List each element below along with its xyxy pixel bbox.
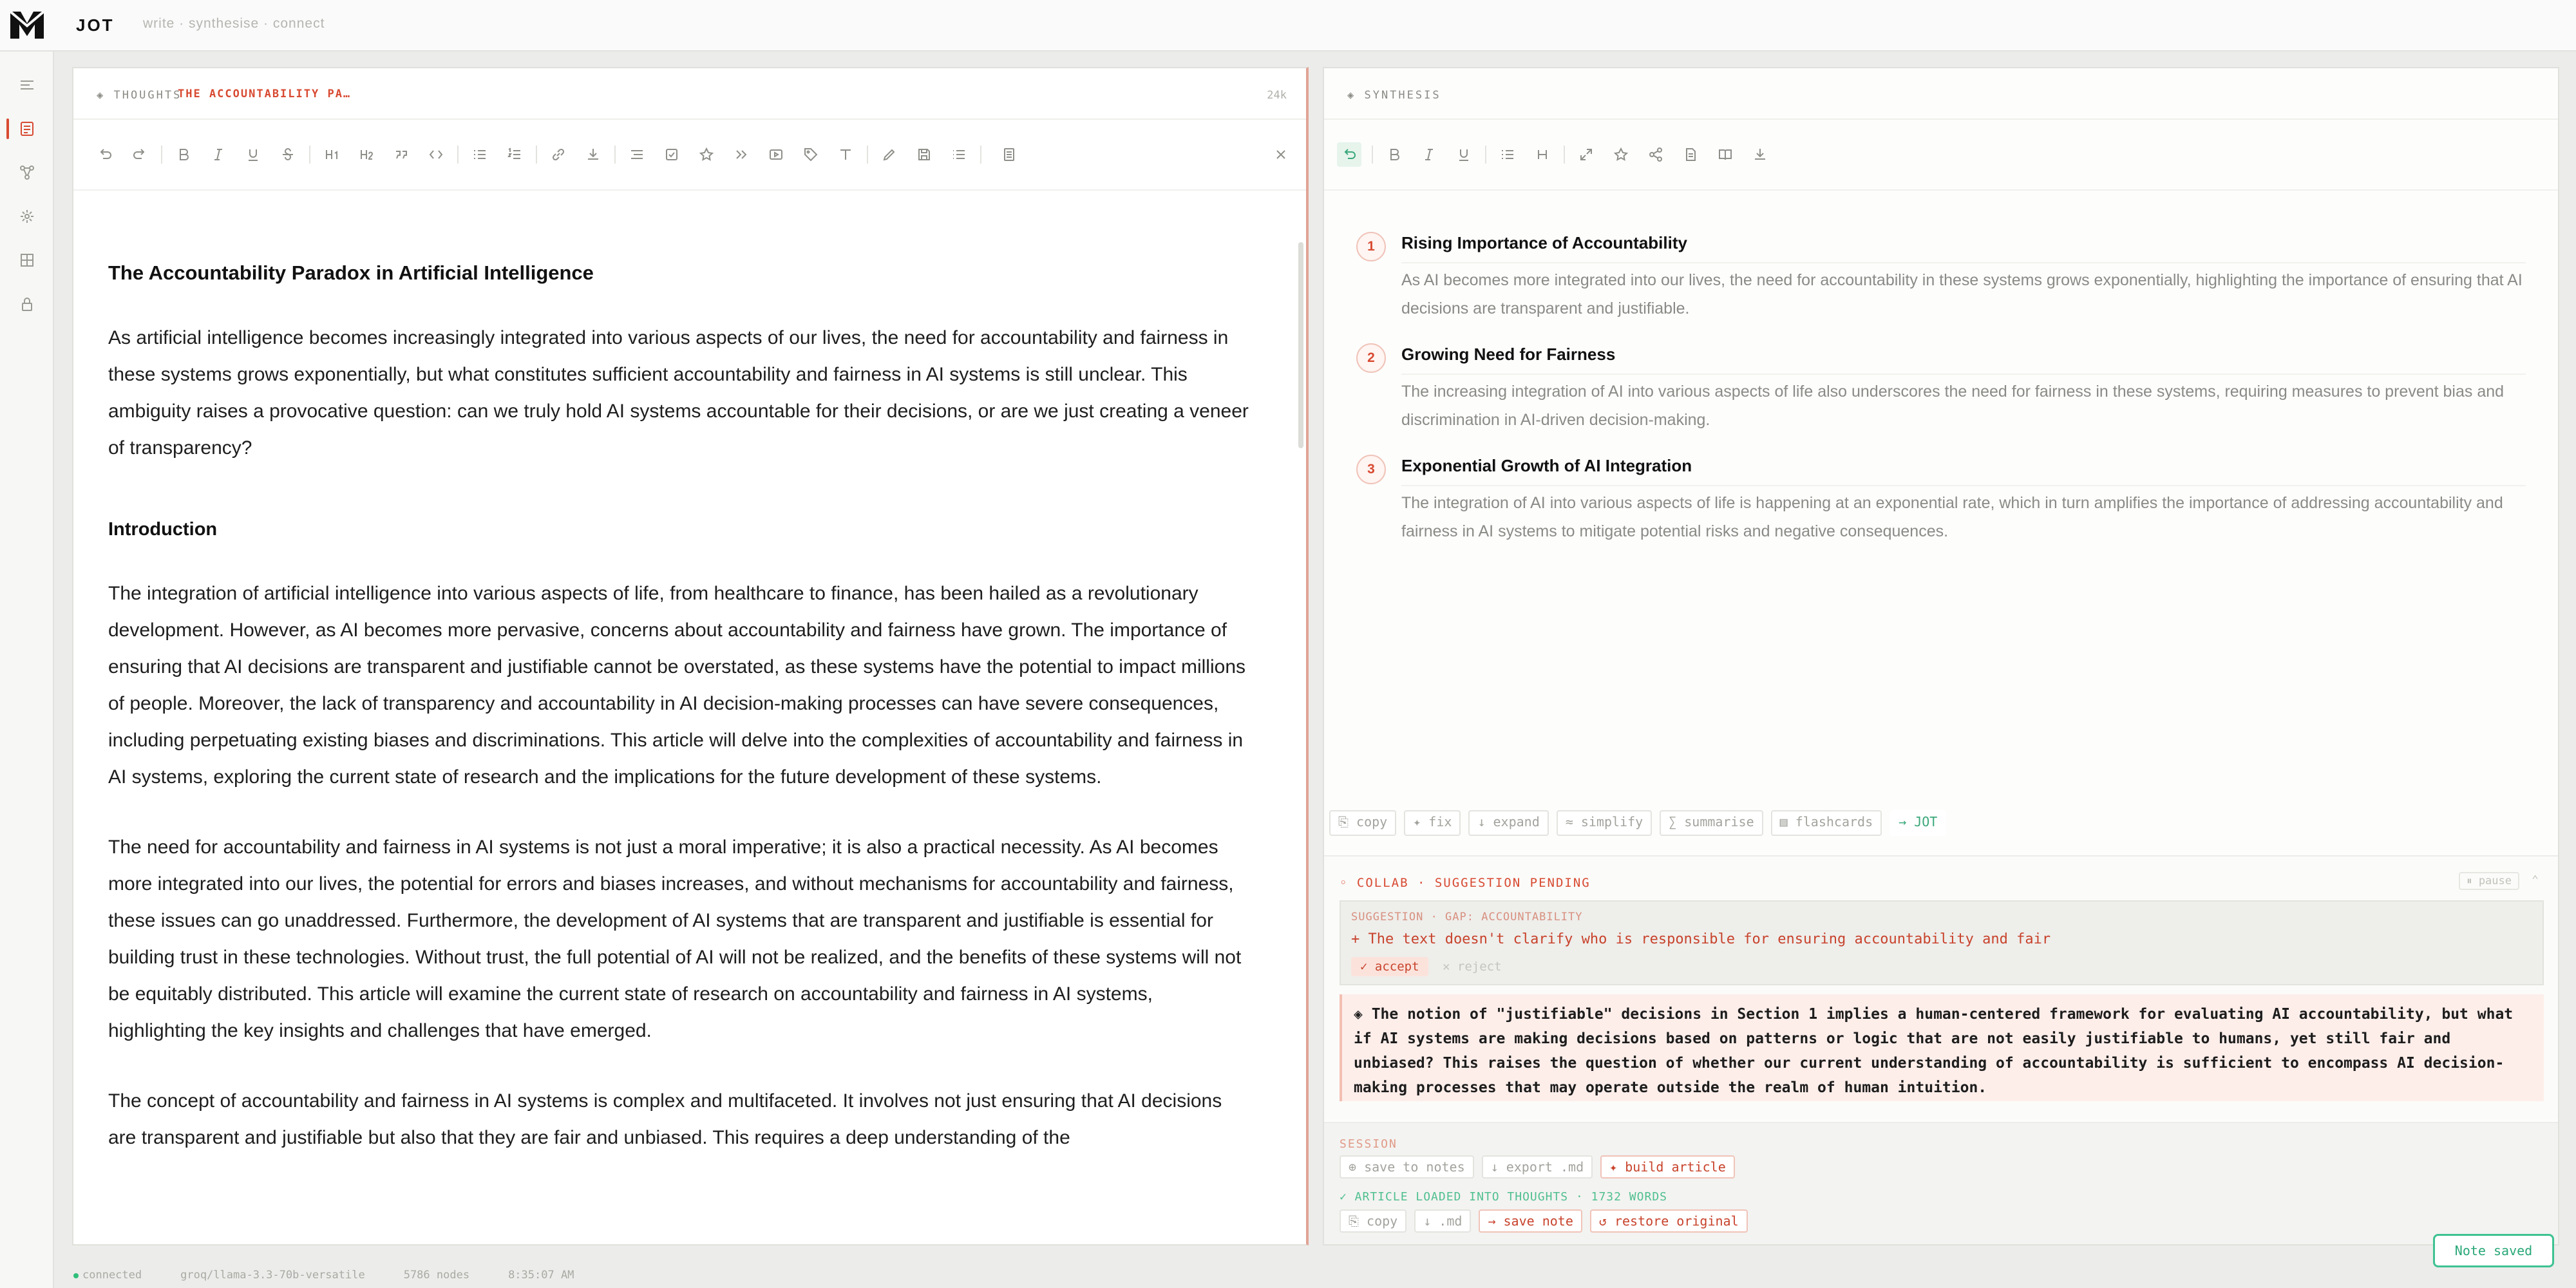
copy-button[interactable]: ⎘ copy — [1340, 1209, 1406, 1233]
editor-scrollbar[interactable] — [1298, 242, 1303, 448]
star-icon[interactable] — [1609, 142, 1633, 167]
article-editor[interactable] — [73, 192, 1297, 1229]
app-tagline: write · synthesise · connect — [143, 16, 325, 31]
article-loaded-status: ✓ ARTICLE LOADED INTO THOUGHTS · 1732 WORDS — [1340, 1190, 1667, 1204]
embed-icon[interactable] — [764, 142, 788, 167]
article-title: The Accountability Paradox in Artificial Intelligence — [108, 261, 594, 284]
download-icon[interactable] — [581, 142, 605, 167]
synthesis-actions — [1329, 810, 1946, 836]
align-icon[interactable] — [625, 142, 649, 167]
insight-card: ◈ The notion of "justifiable" decisions in Section 1 implies a human-centered framework for evaluating AI accountability, but what if AI systems are making decisions based on patterns or logic that are not easily justifiable to humans, yet still fair and unbiased? This raises the question of whether our current understanding of accountability is sufficient to encompass AI decision-making processes that may operate outside the realm of human intuition. — [1340, 994, 2544, 1101]
suggestion-text: + The text doesn't clarify who is responsible for ensuring accountability and fair — [1351, 931, 2051, 947]
item-number: 2 — [1356, 343, 1386, 373]
article-intro: As artificial intelligence becomes increasingly integrated into various aspects of our lives, the need for accountability and fairness in these systems grows exponentially, but what constitutes sufficient accountability and fairness in AI systems is still unclear. This ambiguity raises a provocative question: can we truly hold AI systems accountable for their decisions, or are we just creating a veneer of transparency? — [108, 327, 1249, 459]
menu-icon[interactable] — [0, 66, 54, 104]
synthesis-toolbar — [1324, 120, 2558, 191]
article-paragraph: The concept of accountability and fairness in AI systems is complex and multifaceted. It involves not just ensuring that AI decisions are transparent and justifiable but also that they are fair and unbiased. This requires a deep understanding of the — [108, 1090, 1222, 1148]
code-icon[interactable] — [424, 142, 448, 167]
expand-button[interactable]: ↓ expand — [1468, 810, 1548, 836]
build-article-button[interactable]: ✦ build article — [1600, 1155, 1735, 1179]
status-bar — [54, 1262, 2576, 1288]
suggestion-label: SUGGESTION · GAP: ACCOUNTABILITY — [1351, 911, 1583, 923]
collab-heading: ◦ COLLAB · SUGGESTION PENDING — [1340, 876, 1591, 890]
jot-logo-icon[interactable] — [9, 10, 45, 40]
toast-notification: Note saved — [2433, 1234, 2554, 1267]
expand-icon[interactable] — [1574, 142, 1598, 167]
page-icon[interactable] — [997, 142, 1021, 167]
save-note-button[interactable]: → save note — [1479, 1209, 1582, 1233]
article-paragraph: The integration of artificial intelligence into various aspects of life, from healthcare to finance, has been hailed as a revolutionary development. However, as AI becomes more pervasive, concerns about accountability and fairness have grown. The importance of ensuring that AI decisions are transparent and justifiable cannot be overstated, as these systems have the potential to impact millions of people. Moreover, the lack of transparency and accountability in AI decision-making processes can have severe consequences, including perpetuating existing biases and discriminations. This article will delve into the complexities of accountability and fairness in AI systems, exploring the current state of research and the implications for the future development of these systems. — [108, 583, 1246, 788]
text-icon[interactable] — [833, 142, 858, 167]
suggestion-card — [1340, 900, 2544, 985]
item-title: Exponential Growth of AI Integration — [1401, 456, 1692, 475]
fix-button[interactable]: ✦ fix — [1404, 810, 1461, 836]
summarise-button[interactable]: ∑ summarise — [1660, 810, 1763, 836]
download-icon[interactable] — [1748, 142, 1772, 167]
star-icon[interactable] — [694, 142, 719, 167]
article-paragraph: The need for accountability and fairness in AI systems is not just a moral imperative; it is also a practical necessity. As AI becomes more integrated into our lives, the potential for errors and biases increases, and without mechanisms for accountability and fairness, these issues can go unaddressed. Furthermore, the development of AI systems that are transparent and justifiable is essential for building trust in these technologies. Without trust, the full potential of AI will not be realized, and the benefits of these systems will not be equitably distributed. This article will examine the current state of research on accountability and fairness in AI systems, highlighting the key insights and challenges that have emerged. — [108, 837, 1242, 1041]
session-label: SESSION — [1340, 1137, 1397, 1151]
underline-icon[interactable] — [1452, 142, 1476, 167]
restore-original-button[interactable]: ↺ restore original — [1590, 1209, 1748, 1233]
bullet-list-icon[interactable] — [1495, 142, 1520, 167]
document-title[interactable]: THE ACCOUNTABILITY PA… — [178, 88, 352, 100]
numbered-list-icon[interactable] — [502, 142, 527, 167]
share-icon[interactable] — [1643, 142, 1668, 167]
reject-button[interactable]: ✕ reject — [1443, 960, 1502, 974]
tag-icon[interactable] — [799, 142, 823, 167]
strikethrough-icon[interactable] — [276, 142, 300, 167]
thoughts-label: ◈ THOUGHTS — [97, 89, 182, 102]
top-bar — [0, 0, 2576, 52]
bold-icon[interactable] — [1382, 142, 1406, 167]
item-title: Rising Importance of Accountability — [1401, 233, 1687, 252]
icon-rail — [0, 52, 54, 1288]
node-count: 5786 nodes — [403, 1269, 470, 1282]
status-dot-icon — [73, 1273, 79, 1278]
synthesis-label: ◈ SYNTHESIS — [1347, 89, 1441, 102]
checkbox-icon[interactable] — [659, 142, 684, 167]
link-icon[interactable] — [546, 142, 571, 167]
synthesis-content — [1324, 192, 2558, 868]
item-body: The increasing integration of AI into various aspects of life also underscores the need for fairness in these systems, requiring measures to prevent bias and discrimination in AI-driven decision-making. — [1401, 374, 2526, 434]
editor-fade — [73, 1203, 1297, 1229]
item-body: The integration of AI into various aspects of life is happening at an exponential rate, which in turn amplifies the importance of addressing accountability and fairness in AI systems to mitigate potential risks and negative consequences. — [1401, 485, 2526, 545]
session-actions-secondary — [1340, 1209, 1748, 1233]
close-icon[interactable] — [1269, 142, 1293, 167]
accept-button[interactable]: ✓ accept — [1351, 957, 1428, 976]
underline-icon[interactable] — [241, 142, 265, 167]
item-number: 3 — [1356, 455, 1386, 484]
app-name: JOT — [76, 15, 115, 35]
model-name: groq/llama-3.3-70b-versatile — [180, 1269, 365, 1282]
redo-icon[interactable] — [128, 142, 152, 167]
synthesis-header — [1324, 68, 2558, 120]
thoughts-header — [73, 68, 1306, 120]
notes-icon[interactable] — [0, 109, 54, 148]
synthesis-panel — [1323, 67, 2559, 1245]
collab-section — [1324, 855, 2558, 1119]
session-actions — [1340, 1155, 1735, 1179]
copy-button[interactable]: ⎘ copy — [1329, 810, 1396, 836]
document-icon[interactable] — [1678, 142, 1703, 167]
item-title: Growing Need for Fairness — [1401, 345, 1616, 364]
book-icon[interactable] — [1713, 142, 1738, 167]
download-md-button[interactable]: ↓ .md — [1414, 1209, 1471, 1233]
heading-icon[interactable] — [1530, 142, 1555, 167]
list-icon[interactable] — [947, 142, 971, 167]
pause-button[interactable]: ⏸ pause — [2459, 872, 2519, 890]
thoughts-panel — [72, 67, 1309, 1245]
item-number: 1 — [1356, 232, 1386, 261]
editor-toolbar — [73, 120, 1306, 191]
undo-icon[interactable] — [93, 142, 117, 167]
send-to-jot-button[interactable]: → JOT — [1889, 810, 1946, 836]
clock: 8:35:07 AM — [508, 1269, 574, 1282]
collapse-icon[interactable]: ⌃ — [2532, 873, 2539, 887]
session-section — [1324, 1122, 2558, 1244]
italic-icon[interactable] — [1417, 142, 1441, 167]
simplify-button[interactable]: ≈ simplify — [1557, 810, 1652, 836]
save-to-notes-button[interactable]: ⊕ save to notes — [1340, 1155, 1474, 1179]
connection-status: connected — [73, 1269, 142, 1282]
section-heading: Introduction — [108, 519, 218, 540]
back-icon[interactable] — [1337, 142, 1361, 167]
sparkle-icon[interactable] — [0, 197, 54, 236]
pen-icon[interactable] — [877, 142, 902, 167]
save-icon[interactable] — [912, 142, 936, 167]
bullet-list-icon[interactable] — [468, 142, 492, 167]
synthesis-item[interactable] — [1356, 233, 2526, 323]
grid-icon[interactable] — [0, 241, 54, 279]
synthesis-item[interactable] — [1356, 456, 2526, 545]
italic-icon[interactable] — [206, 142, 231, 167]
chevrons-icon[interactable] — [729, 142, 753, 167]
flashcards-button[interactable]: ▤ flashcards — [1771, 810, 1882, 836]
heading2-icon[interactable] — [354, 142, 379, 167]
quote-icon[interactable] — [389, 142, 413, 167]
lock-icon[interactable] — [0, 285, 54, 323]
word-count: 24k — [1267, 89, 1287, 102]
graph-icon[interactable] — [0, 153, 54, 192]
synthesis-item[interactable] — [1356, 345, 2526, 434]
item-body: As AI becomes more integrated into our lives, the need for accountability in these systems grows exponentially, highlighting the importance of ensuring that AI decisions are transparent and justifiable. — [1401, 262, 2526, 323]
bold-icon[interactable] — [171, 142, 196, 167]
export-md-button[interactable]: ↓ export .md — [1482, 1155, 1593, 1179]
heading1-icon[interactable] — [319, 142, 344, 167]
